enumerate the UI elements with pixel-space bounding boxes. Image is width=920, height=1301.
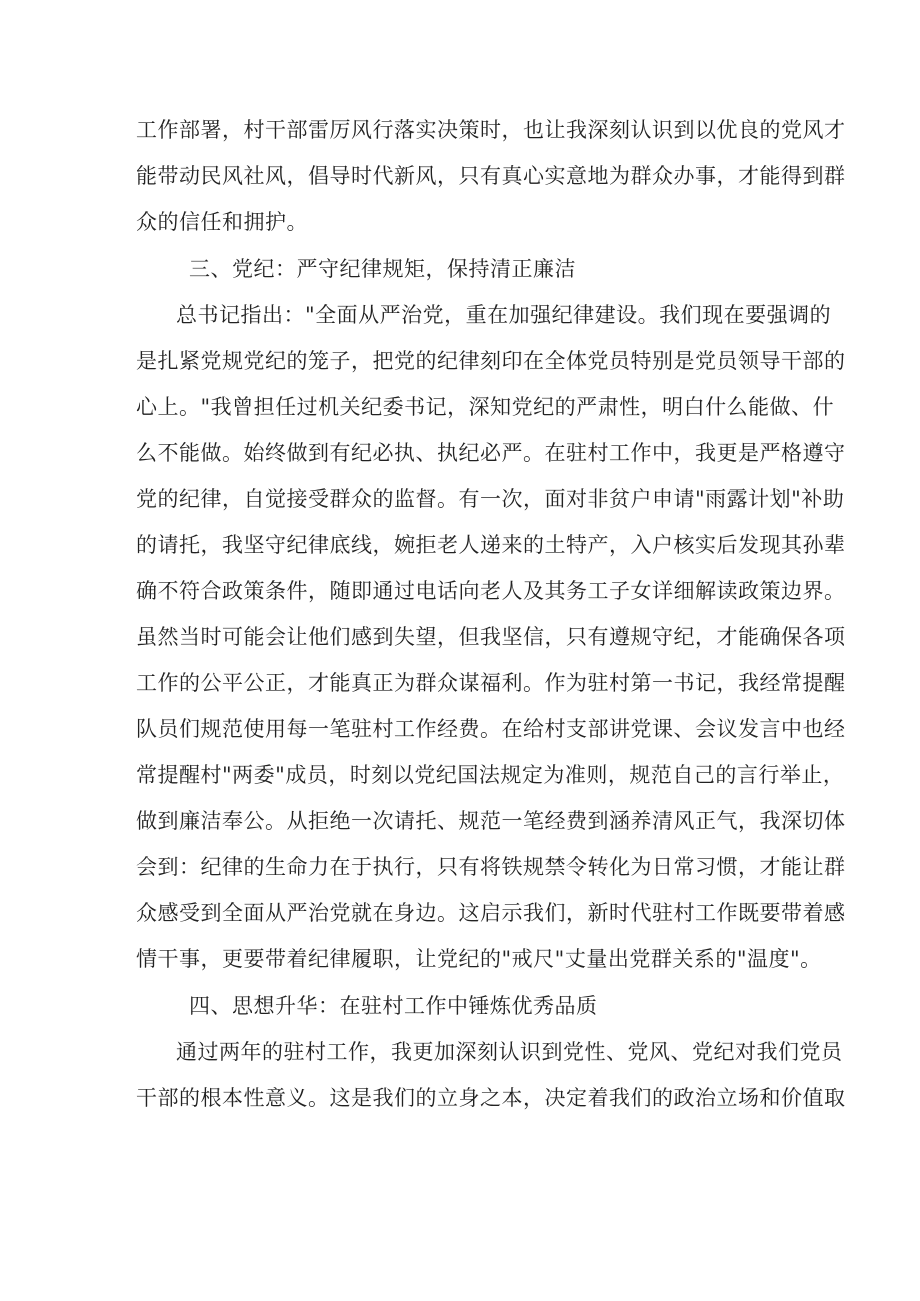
paragraph-line: 是扎紧党规党纪的笼子，把党的纪律刻印在全体党员特别是党员领导干部的 (136, 349, 846, 373)
paragraph-line: 做到廉洁奉公。从拒绝一次请托、规范一笔经费到涵养清风正气，我深切体 (136, 809, 846, 833)
paragraph-line: 众感受到全面从严治党就在身边。这启示我们，新时代驻村工作既要带着感 (136, 901, 846, 925)
paragraph-line: 会到：纪律的生命力在于执行，只有将铁规禁令转化为日常习惯，才能让群 (136, 855, 846, 879)
paragraph-line: 的请托，我坚守纪律底线，婉拒老人递来的土特产，入户核实后发现其孙辈 (136, 533, 846, 557)
paragraph-line: 常提醒村"两委"成员，时刻以党纪国法规定为准则，规范自己的言行举止， (136, 763, 845, 787)
paragraph-line: 众的信任和拥护。 (136, 210, 308, 234)
paragraph-line: 通过两年的驻村工作，我更加深刻认识到党性、党风、党纪对我们党员 (176, 1040, 843, 1064)
paragraph-line: 虽然当时可能会让他们感到失望，但我坚信，只有遵规守纪，才能确保各项 (136, 625, 846, 649)
paragraph-line: 党的纪律，自觉接受群众的监督。有一次，面对非贫户申请"雨露计划"补助 (136, 487, 845, 511)
paragraph-line: 能带动民风社风，倡导时代新风，只有真心实意地为群众办事，才能得到群 (136, 164, 846, 188)
paragraph-line: 确不符合政策条件，随即通过电话向老人及其务工子女详细解读政策边界。 (136, 579, 846, 603)
paragraph-line: 队员们规范使用每一笔驻村工作经费。在给村支部讲党课、会议发言中也经 (136, 717, 846, 741)
paragraph-line: 情干事，更要带着纪律履职，让党纪的"戒尺"丈量出党群关系的"温度"。 (136, 947, 822, 971)
paragraph-line: 心上。"我曾担任过机关纪委书记，深知党纪的严肃性，明白什么能做、什 (136, 395, 835, 419)
paragraph-line: 么不能做。始终做到有纪必执、执纪必严。在驻村工作中，我更是严格遵守 (136, 441, 846, 465)
section-heading-3: 三、党纪：严守纪律规矩，保持清正廉洁 (189, 257, 576, 281)
paragraph-line: 干部的根本性意义。这是我们的立身之本，决定着我们的政治立场和价值取 (136, 1086, 846, 1110)
paragraph-line: 工作的公平公正，才能真正为群众谋福利。作为驻村第一书记，我经常提醒 (136, 671, 846, 695)
section-heading-4: 四、思想升华：在驻村工作中锤炼优秀品质 (189, 994, 598, 1018)
paragraph-line: 工作部署，村干部雷厉风行落实决策时，也让我深刻认识到以优良的党风才 (136, 118, 846, 142)
paragraph-line: 总书记指出："全面从严治党，重在加强纪律建设。我们现在要强调的 (176, 303, 832, 327)
